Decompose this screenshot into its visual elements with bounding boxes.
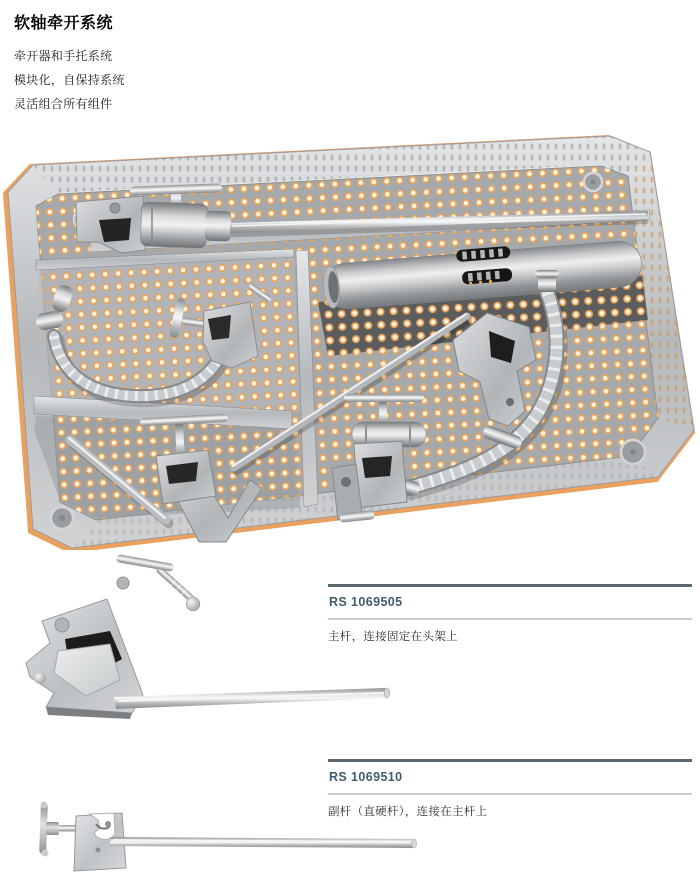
subtitle-line: 灵活组合所有组件 xyxy=(14,97,113,111)
product-code: RS 1069510 xyxy=(329,770,403,784)
product-description: 副杆（直硬杆），连接在主杆上 xyxy=(328,806,488,818)
subtitle-line: 模块化，自保持系统 xyxy=(14,73,125,87)
product-code-row xyxy=(328,759,692,795)
product-description: 主杆，连接固定在头架上 xyxy=(328,631,458,643)
tray-illustration xyxy=(0,130,700,550)
product-info-block xyxy=(328,759,692,819)
product-info-block xyxy=(328,584,692,644)
product-code-row xyxy=(328,584,692,620)
subtitle-list xyxy=(14,44,125,116)
subtitle-line: 牵开器和手托系统 xyxy=(14,49,113,63)
product-code: RS 1069505 xyxy=(329,595,403,609)
main-rod xyxy=(114,688,390,709)
page-title: 软轴牵开系统 xyxy=(14,15,114,32)
instrument-tray-photo xyxy=(0,130,700,550)
secondary-rod xyxy=(110,837,417,848)
